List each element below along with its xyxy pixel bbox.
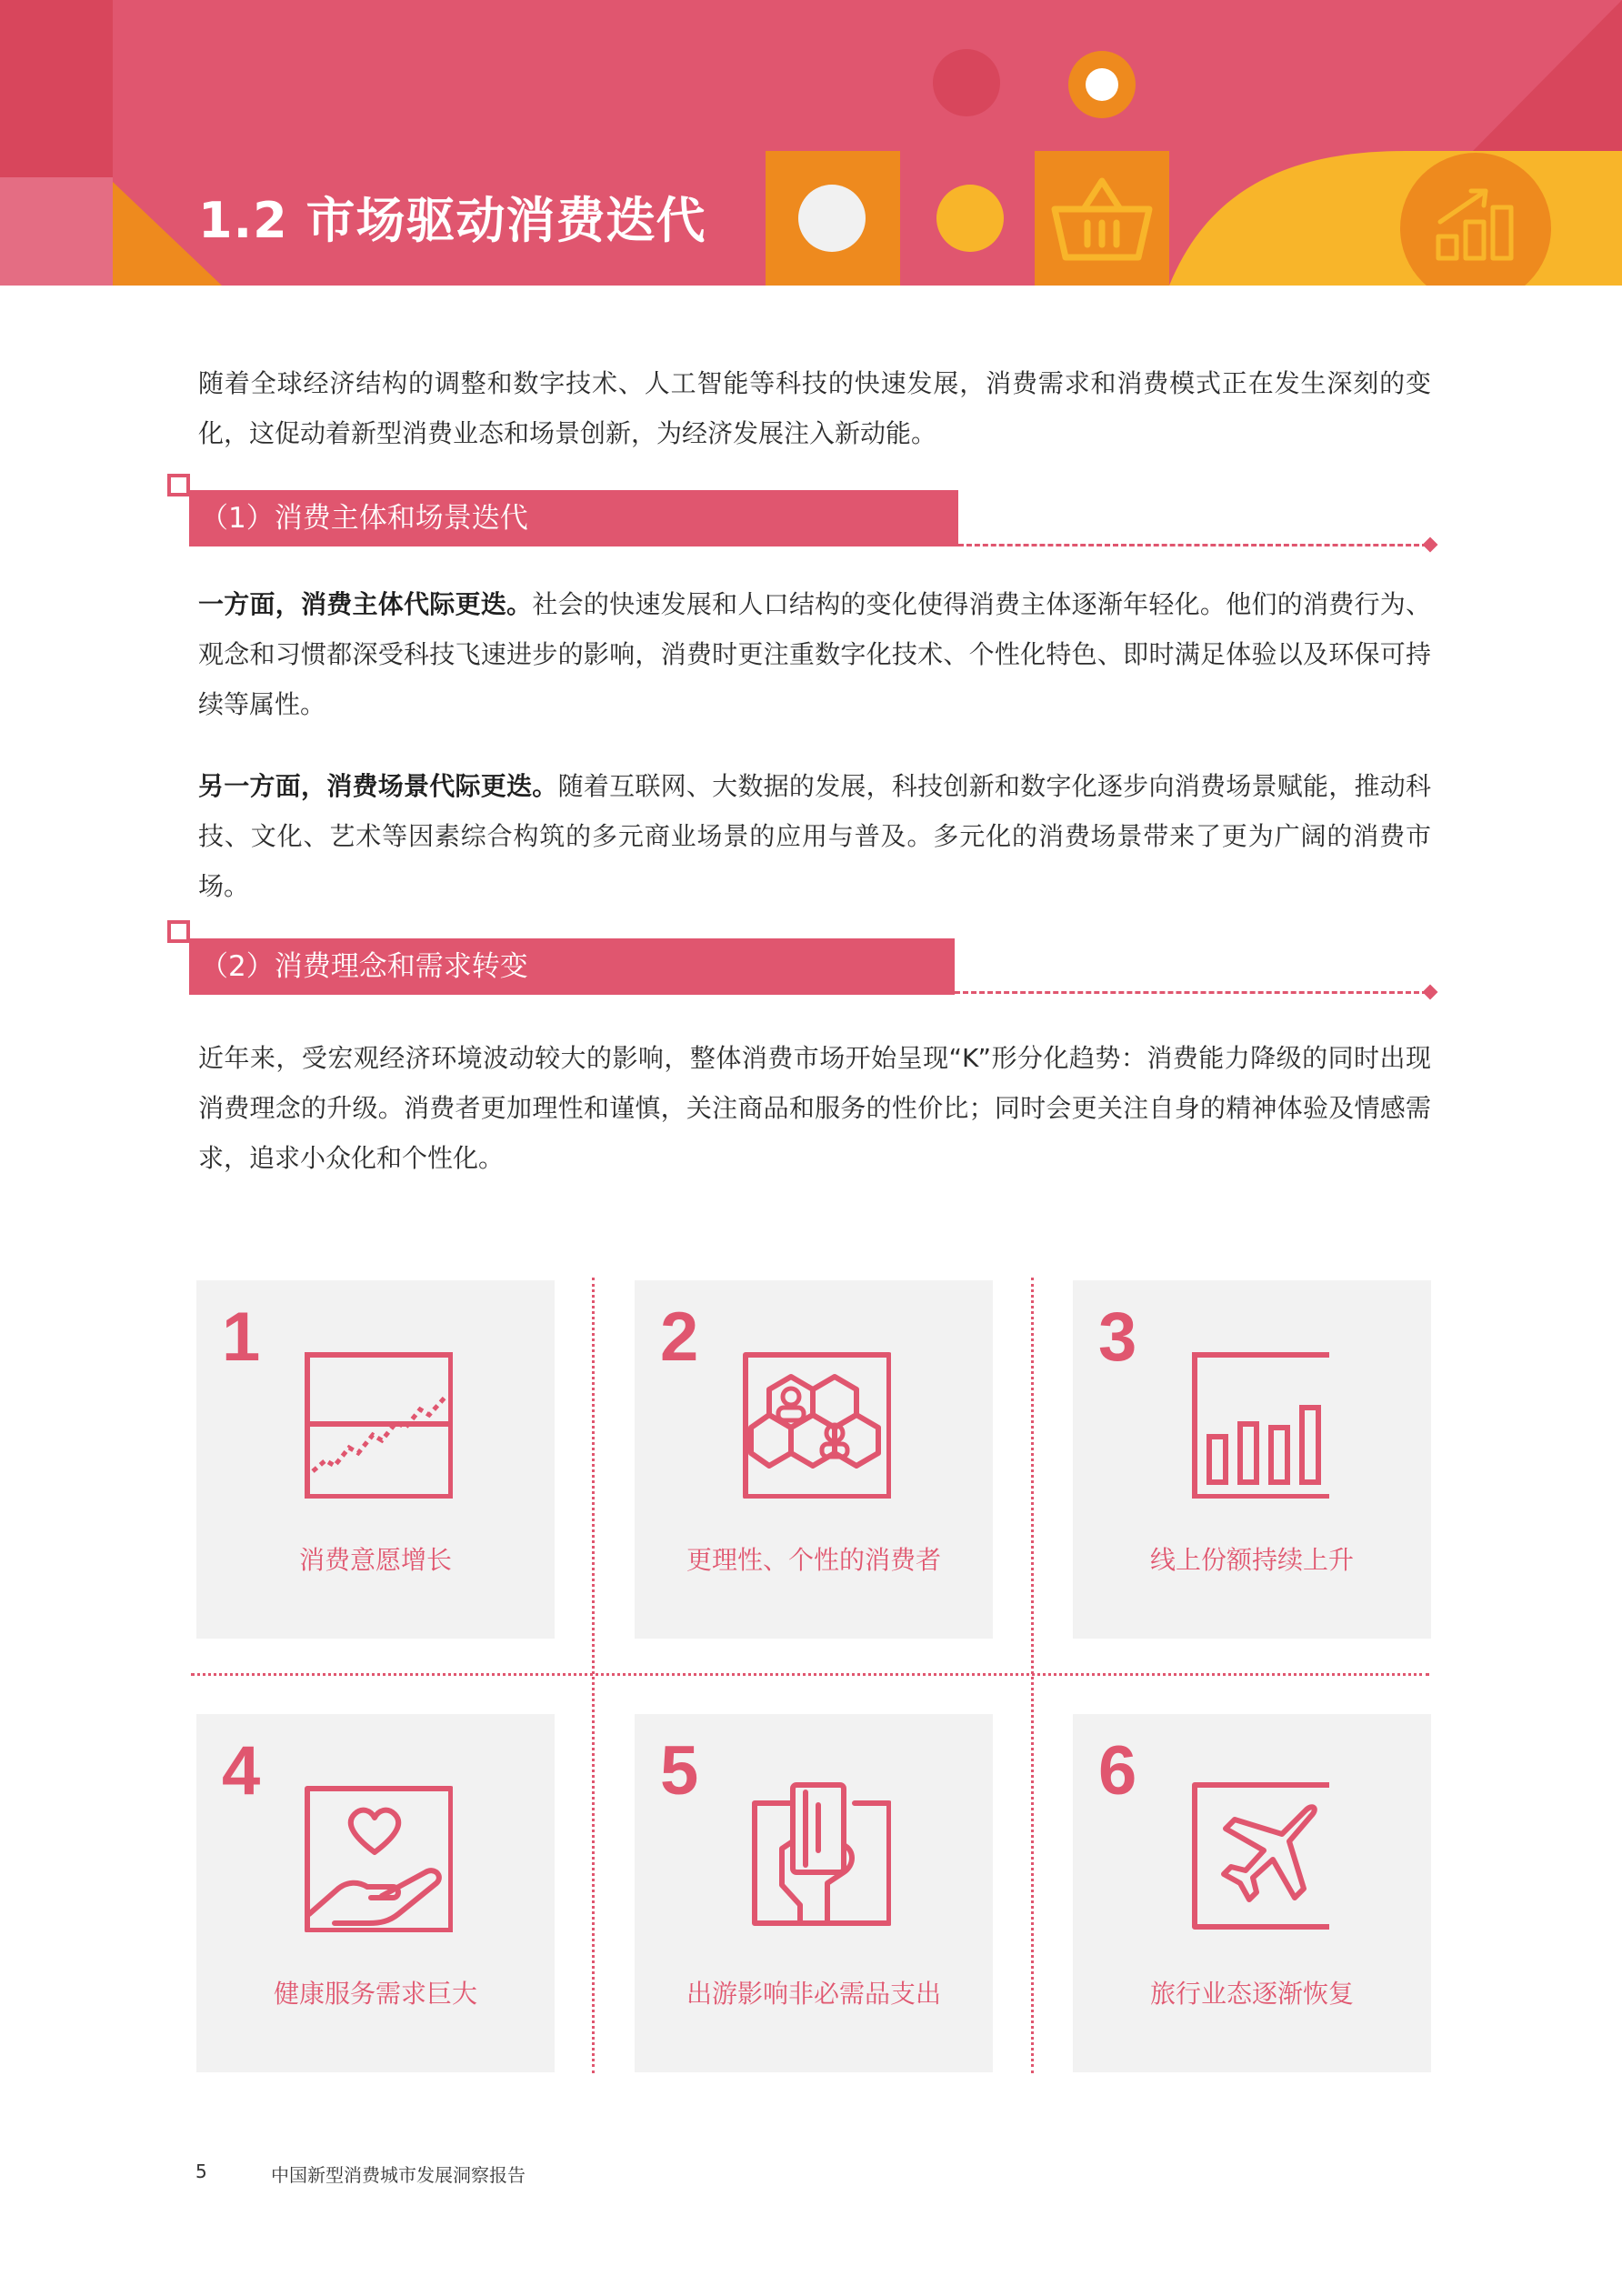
- card-hand-icon: [736, 1778, 891, 1932]
- card-2: [635, 1280, 993, 1639]
- header-banner: [0, 0, 1622, 286]
- card-6: [1073, 1714, 1431, 2072]
- card-label: 线上份额持续上升: [1149, 1545, 1354, 1575]
- report-title: 中国新型消费城市发展洞察报告: [271, 2164, 526, 2186]
- section1-p1-text: 社会的快速发展和人口结构的变化使得消费主体逐渐年轻化。他们的消费行为、观念和习惯都深受科技飞速进步的影响，消费时更注重数字化技术、个性化特色、即时满足体验以及环保可持续等属性。: [198, 589, 1431, 719]
- banner-ring-center: [1086, 68, 1118, 101]
- page-number: 5: [195, 2161, 207, 2182]
- card-4: [196, 1714, 555, 2072]
- card-number: 1: [222, 1298, 261, 1376]
- airplane-icon: [1175, 1778, 1329, 1932]
- section1-dashed-line: [958, 544, 1427, 546]
- section1-p2-text: 随着互联网、大数据的发展，科技创新和数字化逐步向消费场景赋能，推动科技、文化、艺术等因素综合构筑的多元商业场景的应用与普及。多元化的消费场景带来了更为广阔的消费市场。: [198, 771, 1431, 901]
- intro-paragraph: 随着全球经济结构的调整和数字技术、人工智能等科技的快速发展，消费需求和消费模式正在发生深刻的变化，这促动着新型消费业态和场景创新，为经济发展注入新动能。: [198, 368, 1431, 448]
- card-number: 4: [222, 1732, 261, 1810]
- card-number: 5: [660, 1732, 699, 1810]
- trend-chart-icon: [298, 1344, 453, 1499]
- section2-heading: （2）消费理念和需求转变: [189, 938, 955, 995]
- section1-paragraph-1: [198, 579, 1431, 729]
- card-label: 出游影响非必需品支出: [686, 1979, 941, 2009]
- hexagon-people-icon: [736, 1344, 891, 1499]
- section-marker-square: [167, 920, 190, 943]
- card-label: 消费意愿增长: [298, 1545, 452, 1575]
- growth-chart-icon: [1431, 182, 1522, 264]
- section-marker-square: [167, 474, 190, 496]
- card-3: [1073, 1280, 1431, 1639]
- basket-icon: [1046, 168, 1158, 268]
- bar-chart-icon: [1175, 1344, 1329, 1499]
- section1-diamond: [1423, 537, 1438, 553]
- card-number: 3: [1098, 1298, 1137, 1376]
- page-title: 1.2 市场驱动消费迭代: [198, 192, 706, 249]
- heart-hand-icon: [298, 1778, 453, 1932]
- card-number: 6: [1098, 1732, 1137, 1810]
- banner-circle-red: [933, 49, 1000, 116]
- card-number: 2: [660, 1298, 699, 1376]
- section1-heading: （1）消费主体和场景迭代: [189, 490, 958, 546]
- section1-p2-bold: 另一方面，消费场景代际更迭。: [198, 771, 558, 801]
- banner-block-light: [0, 177, 113, 286]
- card-label: 更理性、个性的消费者: [686, 1545, 941, 1575]
- section1-p1-bold: 一方面，消费主体代际更迭。: [198, 589, 533, 619]
- banner-block-deep: [0, 0, 113, 177]
- card-1: [196, 1280, 555, 1639]
- banner-circle-yellow: [936, 185, 1004, 252]
- grid-divider-horizontal: [191, 1673, 1429, 1676]
- banner-triangle-deep: [1473, 0, 1622, 151]
- card-5: [635, 1714, 993, 2072]
- card-label: 健康服务需求巨大: [273, 1979, 477, 2009]
- section2-paragraph-1: 近年来，受宏观经济环境波动较大的影响，整体消费市场开始呈现“K”形分化趋势：消费能力降级的同时出现消费理念的升级。消费者更加理性和谨慎，关注商品和服务的性价比；同时会更关注自身的精神体验及情感需求，追求小众化和个性化。: [198, 1043, 1431, 1173]
- section2-dashed-line: [955, 991, 1427, 994]
- section1-paragraph-2: [198, 761, 1431, 911]
- banner-circle-white: [798, 185, 866, 252]
- banner-yellow-wave: [1169, 151, 1622, 286]
- section2-diamond: [1423, 985, 1438, 1000]
- card-label: 旅行业态逐渐恢复: [1149, 1979, 1354, 2009]
